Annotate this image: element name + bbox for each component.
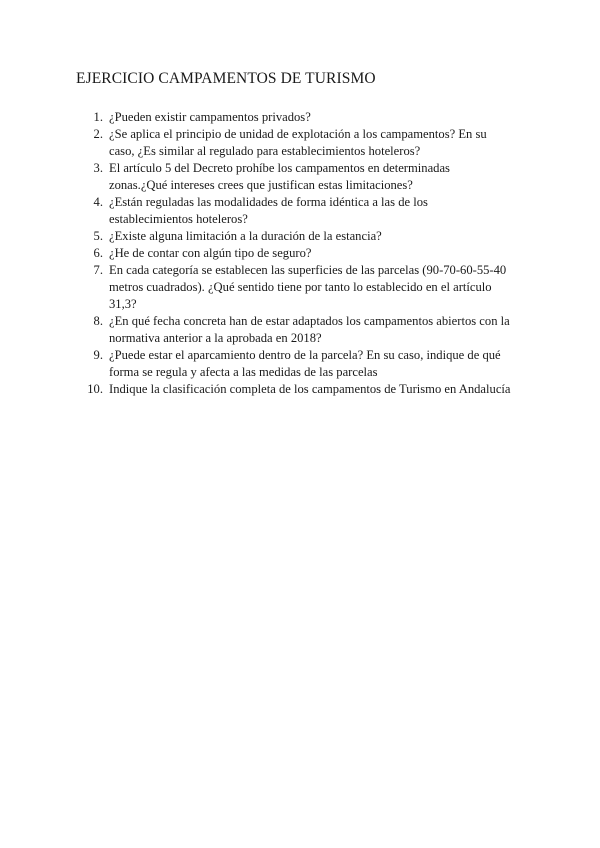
question-number: 6. <box>93 246 103 260</box>
question-text-line: ¿He de contar con algún tipo de seguro? <box>109 246 312 260</box>
question-text <box>109 262 534 313</box>
question-text-line: ¿En qué fecha concreta han de estar adaptados los campamentos abiertos con la <box>109 314 510 328</box>
question-text-line: Indique la clasificación completa de los campamentos de Turismo en Andalucía <box>109 382 511 396</box>
question-text-line: El artículo 5 del Decreto prohíbe los campamentos en determinadas <box>109 161 450 175</box>
question-text <box>109 194 534 228</box>
question-text <box>109 126 534 160</box>
question-text-line: normativa anterior a la aprobada en 2018? <box>109 331 322 345</box>
question-text-line: ¿Están reguladas las modalidades de forma idéntica a las de los <box>109 195 428 209</box>
question-text <box>109 160 534 194</box>
question-number: 4. <box>93 195 103 209</box>
question-text-line: metros cuadrados). ¿Qué sentido tiene por tanto lo establecido en el artículo <box>109 280 492 294</box>
question-item-6 <box>0 245 600 262</box>
question-number: 7. <box>93 263 103 277</box>
question-text <box>109 245 534 262</box>
question-text-line: En cada categoría se establecen las superficies de las parcelas (90-70-60-55-40 <box>109 263 507 277</box>
question-text-line: ¿Puede estar el aparcamiento dentro de la parcela? En su caso, indique de qué <box>109 348 501 362</box>
question-text-line: caso, ¿Es similar al regulado para establecimientos hoteleros? <box>109 144 421 158</box>
question-text-line: ¿Existe alguna limitación a la duración de la estancia? <box>109 229 382 243</box>
question-text-line: ¿Se aplica el principio de unidad de explotación a los campamentos? En su <box>109 127 487 141</box>
question-text-line: establecimientos hoteleros? <box>109 212 248 226</box>
question-text <box>109 347 534 381</box>
question-item-4 <box>0 194 600 228</box>
question-text-line: zonas.¿Qué intereses crees que justifican estas limitaciones? <box>109 178 413 192</box>
question-text-line: forma se regula y afecta a las medidas de las parcelas <box>109 365 378 379</box>
question-item-8 <box>0 313 600 347</box>
question-item-9 <box>0 347 600 381</box>
question-item-10 <box>0 381 600 398</box>
question-text <box>109 313 534 347</box>
question-text <box>109 381 534 398</box>
question-item-7 <box>0 262 600 313</box>
question-text <box>109 109 534 126</box>
question-item-1 <box>0 109 600 126</box>
question-number: 2. <box>93 127 103 141</box>
question-item-3 <box>0 160 600 194</box>
question-number: 3. <box>93 161 103 175</box>
question-number: 10. <box>87 382 103 396</box>
question-item-2 <box>0 126 600 160</box>
question-list <box>0 109 600 398</box>
question-number: 9. <box>93 348 103 362</box>
question-text <box>109 228 534 245</box>
question-number: 1. <box>93 110 103 124</box>
question-text-line: ¿Pueden existir campamentos privados? <box>109 110 311 124</box>
question-number: 8. <box>93 314 103 328</box>
document-title: EJERCICIO CAMPAMENTOS DE TURISMO <box>76 70 376 87</box>
question-text-line: 31,3? <box>109 297 137 311</box>
question-item-5 <box>0 228 600 245</box>
question-number: 5. <box>93 229 103 243</box>
